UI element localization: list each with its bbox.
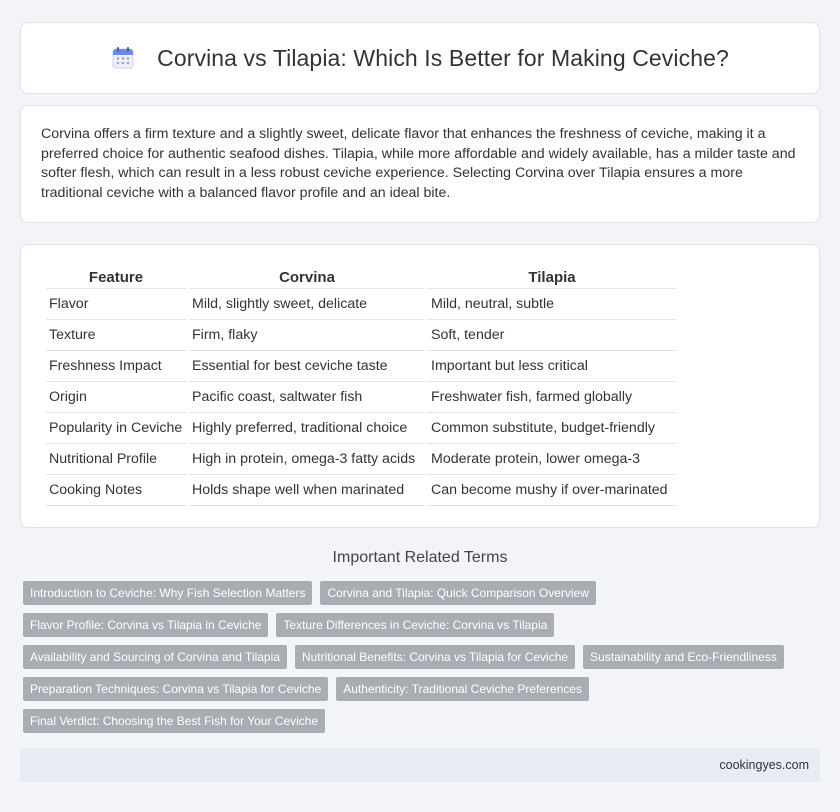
- cell-corvina: Firm, flaky: [189, 320, 425, 351]
- related-terms-list: [23, 581, 803, 733]
- table-row: [46, 351, 676, 382]
- cell-feature: Origin: [46, 382, 186, 413]
- cell-feature: Nutritional Profile: [46, 444, 186, 475]
- header-corvina: Corvina: [189, 266, 425, 289]
- related-terms-heading: Important Related Terms: [332, 549, 508, 566]
- cell-feature: Freshness Impact: [46, 351, 186, 382]
- related-term-tag[interactable]: Introduction to Ceviche: Why Fish Selection Matters: [23, 581, 312, 605]
- header-feature: Feature: [46, 266, 186, 289]
- cell-tilapia: Mild, neutral, subtle: [428, 289, 676, 320]
- table-row: [46, 413, 676, 444]
- cell-tilapia: Can become mushy if over-marinated: [428, 475, 676, 506]
- calendar-icon: [111, 46, 135, 70]
- cell-feature: Texture: [46, 320, 186, 351]
- footer: [20, 748, 820, 782]
- cell-corvina: High in protein, omega-3 fatty acids: [189, 444, 425, 475]
- cell-corvina: Highly preferred, traditional choice: [189, 413, 425, 444]
- title-card: [20, 22, 820, 94]
- table-row: [46, 289, 676, 320]
- intro-paragraph: Corvina offers a firm texture and a slightly sweet, delicate flavor that enhances the freshness of ceviche, making it a preferred choice for authentic seafood dishes. Tilapia, while more affordable and widely available, has a milder taste and softer flesh, which can result in a less robust ceviche experience. Selecting Corvina over Tilapia ensures a more traditional ceviche with a balanced flavor profile and an ideal bite.: [41, 126, 796, 201]
- page-title: Corvina vs Tilapia: Which Is Better for Making Ceviche?: [157, 44, 729, 71]
- intro-card: [20, 105, 820, 223]
- site-name[interactable]: cookingyes.com: [719, 758, 809, 772]
- cell-feature: Cooking Notes: [46, 475, 186, 506]
- cell-tilapia: Soft, tender: [428, 320, 676, 351]
- cell-feature: Flavor: [46, 289, 186, 320]
- cell-tilapia: Moderate protein, lower omega-3: [428, 444, 676, 475]
- table-row: [46, 320, 676, 351]
- table-row: [46, 382, 676, 413]
- related-term-tag[interactable]: Corvina and Tilapia: Quick Comparison Overview: [320, 581, 595, 605]
- table-row: [46, 444, 676, 475]
- cell-tilapia: Important but less critical: [428, 351, 676, 382]
- related-term-tag[interactable]: Authenticity: Traditional Ceviche Preferences: [336, 677, 589, 701]
- related-term-tag[interactable]: Texture Differences in Ceviche: Corvina vs Tilapia: [276, 613, 554, 637]
- cell-corvina: Holds shape well when marinated: [189, 475, 425, 506]
- cell-tilapia: Freshwater fish, farmed globally: [428, 382, 676, 413]
- related-term-tag[interactable]: Nutritional Benefits: Corvina vs Tilapia for Ceviche: [295, 645, 575, 669]
- cell-tilapia: Common substitute, budget-friendly: [428, 413, 676, 444]
- related-term-tag[interactable]: Preparation Techniques: Corvina vs Tilapia for Ceviche: [23, 677, 328, 701]
- cell-corvina: Pacific coast, saltwater fish: [189, 382, 425, 413]
- related-term-tag[interactable]: Sustainability and Eco-Friendliness: [583, 645, 784, 669]
- comparison-card: [20, 244, 820, 528]
- related-term-tag[interactable]: Availability and Sourcing of Corvina and Tilapia: [23, 645, 287, 669]
- table-header-row: [46, 266, 676, 289]
- table-row: [46, 475, 676, 506]
- related-term-tag[interactable]: Final Verdict: Choosing the Best Fish for Your Ceviche: [23, 709, 325, 733]
- cell-corvina: Essential for best ceviche taste: [189, 351, 425, 382]
- comparison-table: [43, 266, 679, 506]
- header-tilapia: Tilapia: [428, 266, 676, 289]
- cell-corvina: Mild, slightly sweet, delicate: [189, 289, 425, 320]
- related-term-tag[interactable]: Flavor Profile: Corvina vs Tilapia in Ceviche: [23, 613, 268, 637]
- cell-feature: Popularity in Ceviche: [46, 413, 186, 444]
